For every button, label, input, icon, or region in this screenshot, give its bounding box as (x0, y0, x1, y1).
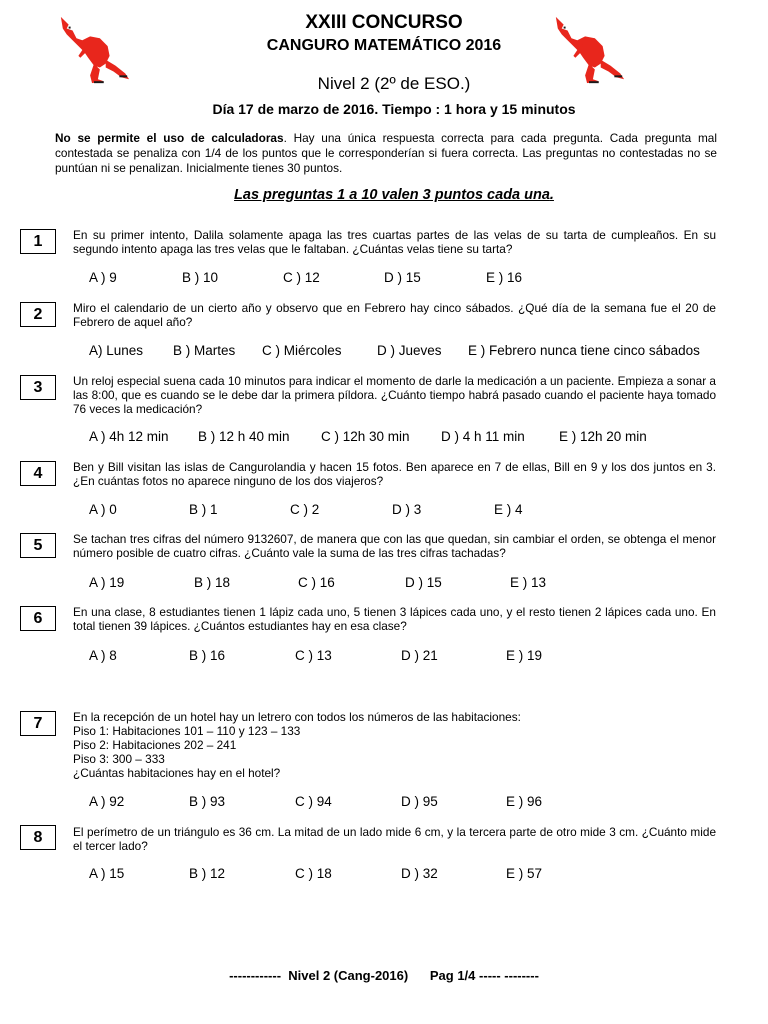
question-text: En su primer intento, Dalila solamente apaga las tres cuartas partes de las velas de su tarta de cumpleaños. En su segundo intento apaga las tres velas que le faltaban. ¿Cuántas velas tiene su tarta? (73, 228, 716, 256)
page-footer (0, 968, 768, 983)
question-line: Piso 1: Habitaciones 101 – 110 y 123 – 133 (73, 724, 301, 738)
answer-option[interactable]: A ) 0 (89, 502, 117, 517)
footer-dashes-right: ----- -------- (479, 968, 539, 983)
answer-option[interactable]: E ) 57 (506, 866, 543, 881)
question-number-box: 2 (20, 302, 56, 327)
answer-option[interactable]: A ) 19 (89, 575, 125, 590)
answer-option[interactable]: B ) 93 (189, 794, 226, 809)
question-text: En una clase, 8 estudiantes tienen 1 lápiz cada uno, 5 tienen 3 lápices cada uno, y el resto tienen 2 lápices cada uno. En total tienen 39 lápices. ¿Cuántos estudiantes hay en esa clase? (73, 605, 716, 633)
answer-option[interactable]: B ) 12 h 40 min (198, 429, 290, 444)
answer-option[interactable]: A ) 8 (89, 648, 117, 663)
rules-bold: No se permite el uso de calculadoras (55, 131, 284, 145)
answer-option[interactable]: E ) 12h 20 min (559, 429, 647, 444)
level-label: Nivel 2 (2º de ESO.) (317, 74, 471, 93)
answer-option[interactable]: E ) 13 (510, 575, 547, 590)
question-text: Ben y Bill visitan las islas de Cangurolandia y hacen 15 fotos. Ben aparece en 7 de ellas, Bill en 9 y los dos juntos en 3. ¿En cuántas fotos no aparece ninguno de los dos viajeros? (73, 460, 716, 488)
answer-option[interactable]: C ) 94 (295, 794, 332, 809)
answer-option[interactable]: A ) 4h 12 min (89, 429, 169, 444)
answer-option[interactable]: B ) 16 (189, 648, 226, 663)
answer-option[interactable]: A) Lunes (89, 343, 144, 358)
answer-option[interactable]: A ) 9 (89, 270, 117, 285)
answer-option[interactable]: E ) 96 (506, 794, 543, 809)
question-number-box: 6 (20, 606, 56, 631)
answer-option[interactable]: D ) 15 (405, 575, 442, 590)
footer-level: Nivel 2 (Cang-2016) (288, 968, 409, 983)
answer-option[interactable]: B ) 12 (189, 866, 226, 881)
question-line: Piso 3: 300 – 333 (73, 752, 165, 766)
question-text (73, 710, 716, 780)
answer-option[interactable]: B ) 1 (189, 502, 218, 517)
question-number-box: 5 (20, 533, 56, 558)
question-line: En la recepción de un hotel hay un letrero con todos los números de las habitaciones: (73, 710, 521, 724)
answer-option[interactable]: D ) 15 (384, 270, 421, 285)
question-number-box: 7 (20, 711, 56, 736)
answer-option[interactable]: E ) 16 (486, 270, 523, 285)
contest-title: XXIII CONCURSO (305, 12, 463, 33)
date-time-line: Día 17 de marzo de 2016. Tiempo : 1 hora y 15 minutos (212, 101, 576, 117)
answer-option[interactable]: B ) Martes (173, 343, 236, 358)
answer-option[interactable]: A ) 92 (89, 794, 125, 809)
answer-option[interactable]: B ) 18 (194, 575, 231, 590)
answer-option[interactable]: D ) Jueves (377, 343, 442, 358)
answer-option[interactable]: B ) 10 (182, 270, 219, 285)
footer-dashes-left: ------------ (229, 968, 282, 983)
question-text: Un reloj especial suena cada 10 minutos para indicar el momento de darle la medicación a un paciente. Empieza a sonar a las 8:00, que es cuando se le debe dar la primera píldora. ¿Cuánto tiempo habrá pasado cuando el paciente haya tomado 76 veces la medicación? (73, 374, 716, 416)
answer-option[interactable]: C ) 16 (298, 575, 335, 590)
question-text: Miro el calendario de un cierto año y observo que en Febrero hay cinco sábados. ¿Qué día de la semana fue el 20 de Febrero de aquel año? (73, 301, 716, 329)
answer-option[interactable]: A ) 15 (89, 866, 125, 881)
answer-option[interactable]: D ) 95 (401, 794, 438, 809)
answer-option[interactable]: C ) 18 (295, 866, 332, 881)
question-number-box: 1 (20, 229, 56, 254)
contest-subtitle: CANGURO MATEMÁTICO 2016 (266, 37, 502, 54)
question-line: Piso 2: Habitaciones 202 – 241 (73, 738, 237, 752)
page-number: Pag 1/4 (429, 968, 476, 983)
answer-option[interactable]: D ) 32 (401, 866, 438, 881)
question-number-box: 4 (20, 461, 56, 486)
question-number-box: 8 (20, 825, 56, 850)
question-line: ¿Cuántas habitaciones hay en el hotel? (73, 766, 281, 780)
answer-option[interactable]: E ) 19 (506, 648, 543, 663)
answer-option[interactable]: C ) 12h 30 min (321, 429, 410, 444)
answer-option[interactable]: D ) 4 h 11 min (441, 429, 525, 444)
rules-paragraph (55, 131, 717, 176)
answer-option[interactable]: C ) 12 (283, 270, 320, 285)
answer-option[interactable]: C ) 2 (290, 502, 320, 517)
answer-option[interactable]: E ) Febrero nunca tiene cinco sábados (468, 343, 700, 358)
question-number-box: 3 (20, 375, 56, 400)
answer-option[interactable]: E ) 4 (494, 502, 523, 517)
answer-option[interactable]: C ) 13 (295, 648, 332, 663)
answer-option[interactable]: C ) Miércoles (262, 343, 342, 358)
section-heading: Las preguntas 1 a 10 valen 3 puntos cada una. (234, 187, 554, 203)
rules-text: . Hay una única respuesta correcta para cada pregunta. Cada pregunta mal contestada se penaliza con 1/4 de los puntos que le corresponderían si fuera correcta. Las preguntas no contestadas no se puntúan ni se penalizan. Inicialmente tienes 30 puntos. (55, 131, 717, 175)
question-text: El perímetro de un triángulo es 36 cm. La mitad de un lado mide 6 cm, y la tercera parte de otro mide 3 cm. ¿Cuánto mide el tercer lado? (73, 825, 716, 853)
question-text: Se tachan tres cifras del número 9132607, de manera que con las que quedan, sin cambiar el orden, se obtenga el menor número posible de cuatro cifras. ¿Cuánto vale la suma de las tres cifras tachadas? (73, 532, 716, 560)
answer-option[interactable]: D ) 3 (392, 502, 422, 517)
answer-option[interactable]: D ) 21 (401, 648, 438, 663)
